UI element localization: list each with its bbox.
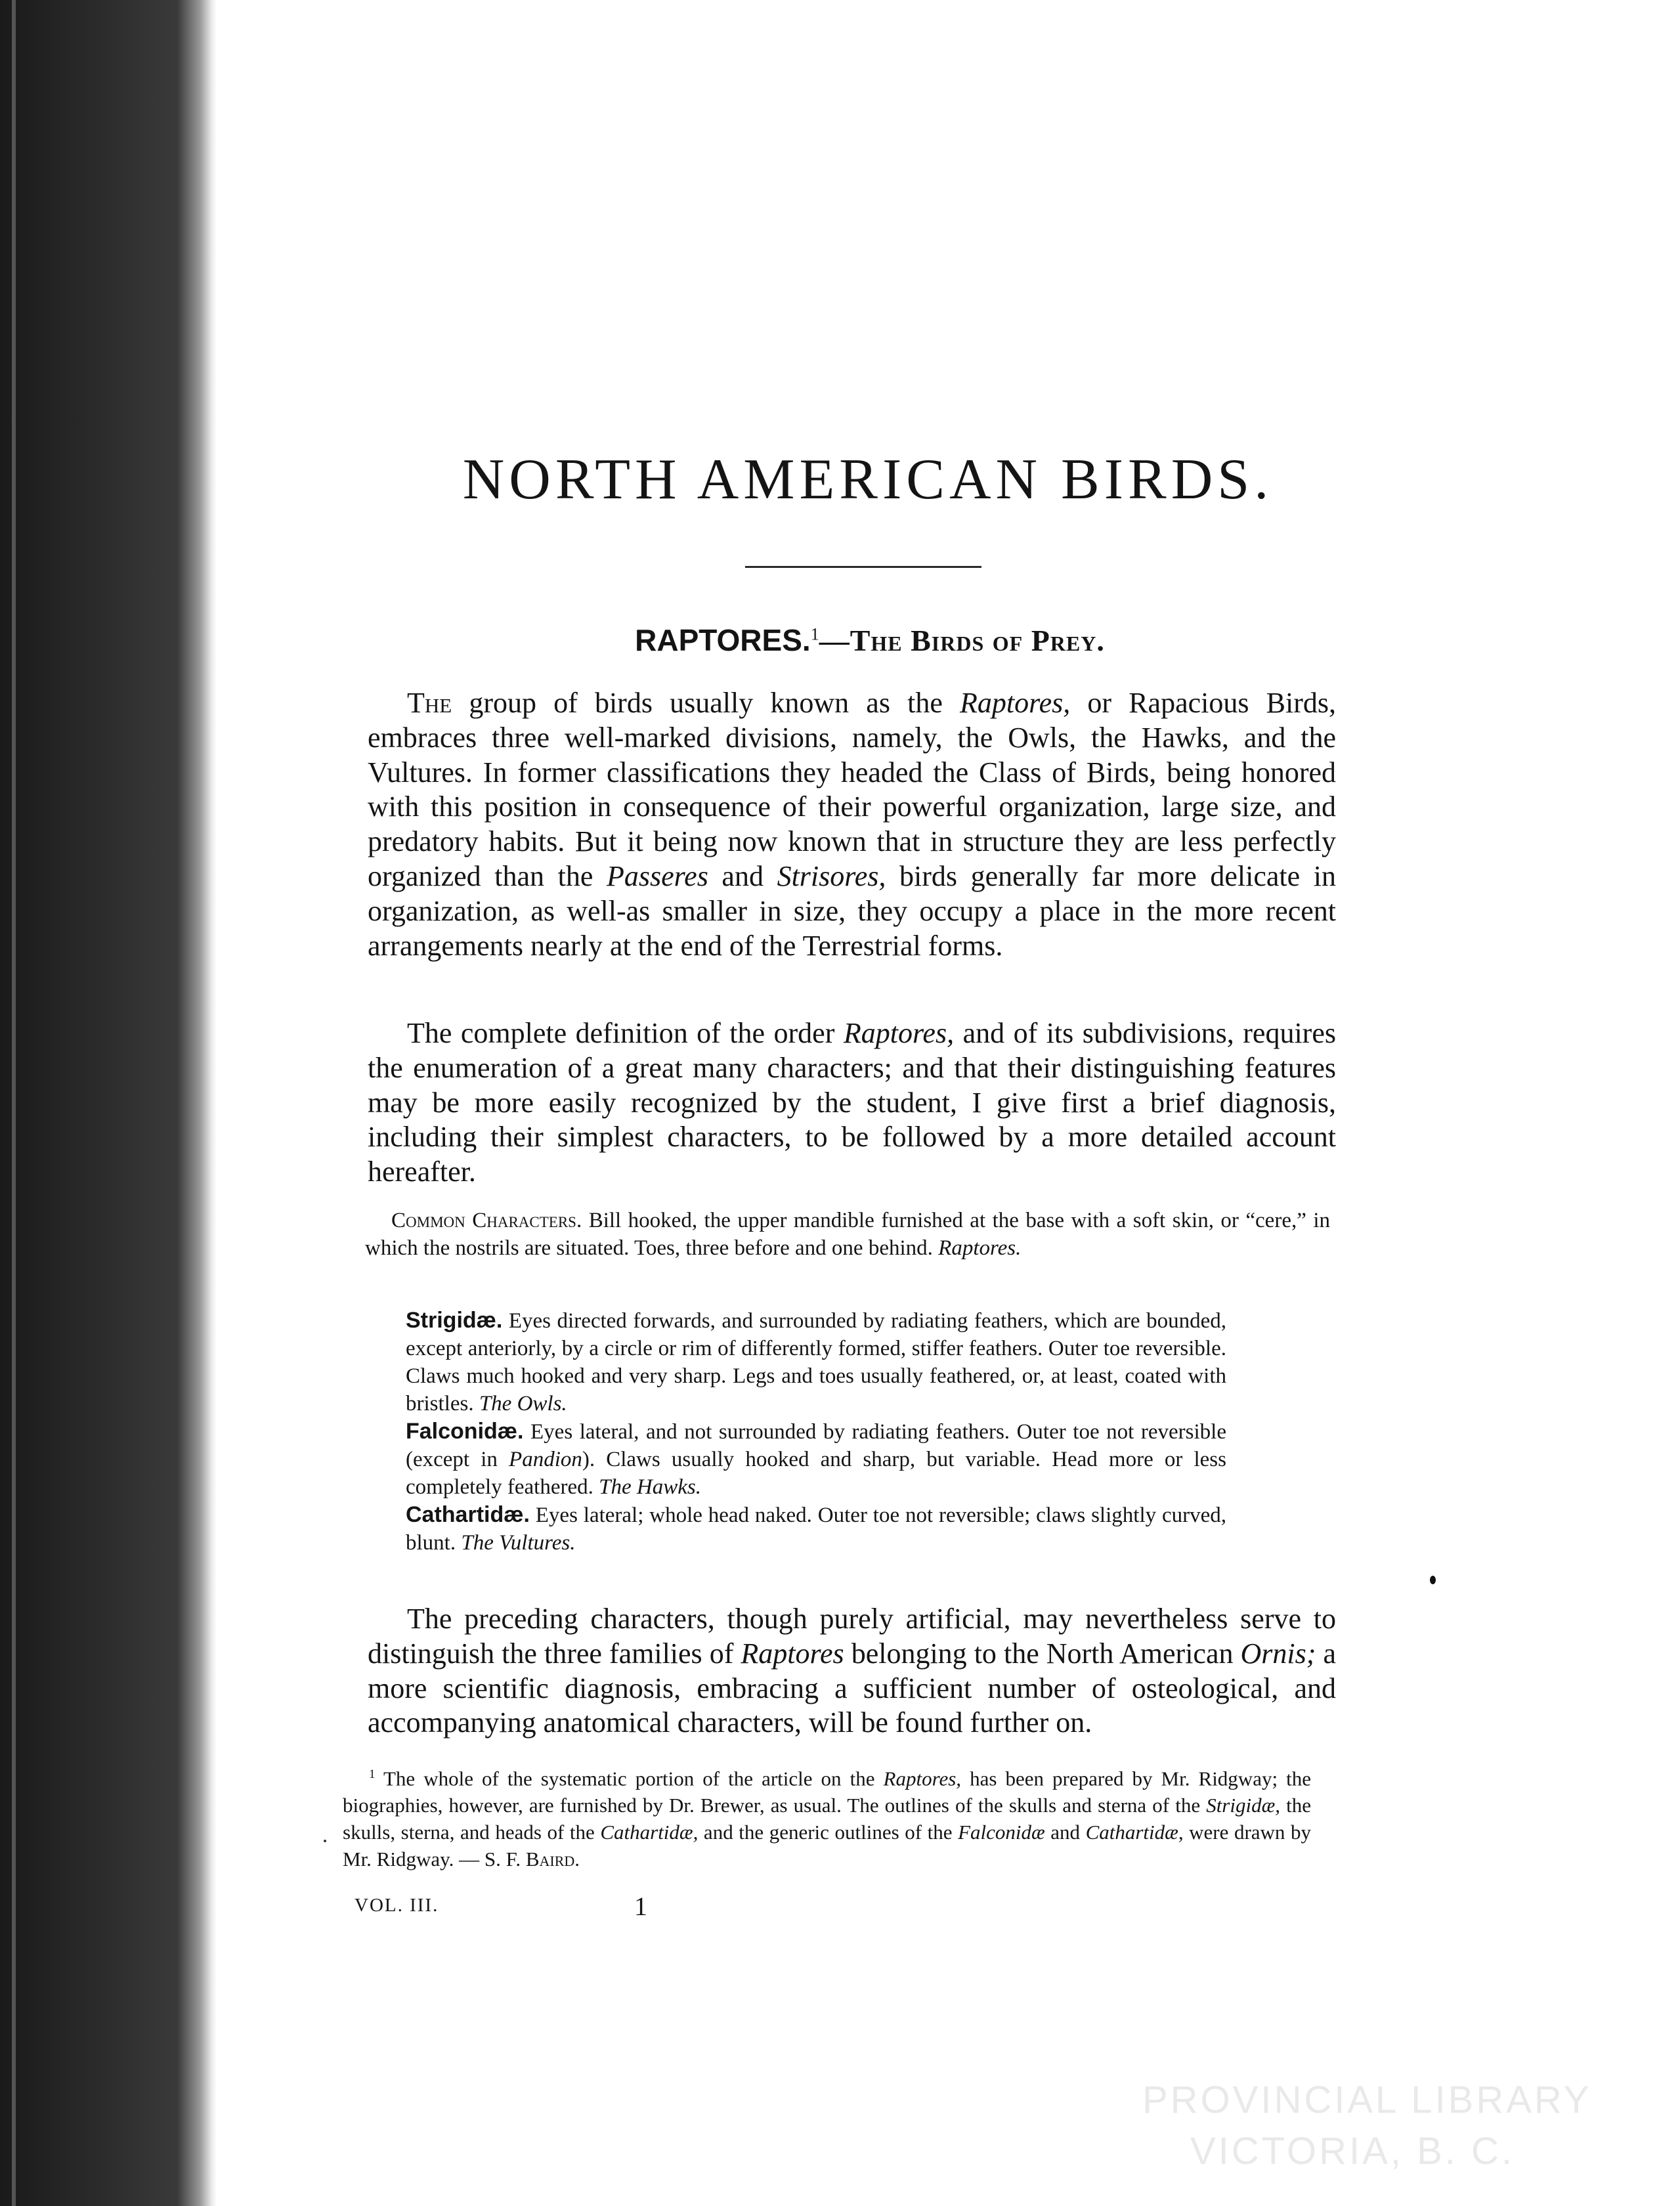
family-entry-falconidae [406, 1417, 1226, 1501]
page-number: 1 [634, 1892, 647, 1921]
family-entry-strigidae [406, 1307, 1226, 1417]
paragraph-text: The preceding characters, though purely artificial, may nevertheless serve to distinguish the three families of [368, 1603, 1336, 1670]
family-common-name: The Owls. [479, 1392, 567, 1416]
footnote-mark: 1 [369, 1767, 376, 1781]
footnote-italic: Strigidæ, [1206, 1794, 1281, 1817]
family-entry-cathartidae [406, 1501, 1226, 1557]
paragraph-text: The complete definition of the order [407, 1017, 844, 1049]
paragraph-text: birds generally far more delicate in organization, as well-as smaller in size, they occupy a place in the more recent arrangements nearly at the end of the Terrestrial forms. [368, 859, 1336, 962]
family-description: ). Claws usually hooked and sharp, but variable. Head more or less completely feathered. [406, 1448, 1226, 1499]
footnote-italic: Raptores, [883, 1767, 962, 1790]
footnote-text: has been prepared by Mr. Ridgway; the biographies, however, are furnished by Dr. Brewer, as usual. The outlines of the skulls and sterna of the [343, 1767, 1311, 1817]
paragraph-italic: Passeres [607, 859, 708, 892]
common-characters-paragraph [365, 1207, 1330, 1262]
family-name: Cathartidæ. [406, 1502, 530, 1527]
paragraph-lead-word: The [407, 687, 452, 719]
family-common-name: The Vultures. [461, 1531, 576, 1555]
paragraph-text: Bill hooked, the upper mandible furnished at the base with a soft skin, or “cere,” in which the nostrils are situated. Toes, three before and one behind. [365, 1209, 1330, 1260]
paragraph-text: and of its subdivisions, requires the enumeration of a great many characters; and that their distinguishing features may be more easily recognized by the student, I give first a brief diagnosis, including their simplest characters, to be followed by a more detailed account hereafter. [368, 1017, 1336, 1188]
family-genus: Pandion [509, 1448, 582, 1471]
paragraph-italic: Raptores. [938, 1236, 1022, 1260]
common-characters-label: Common Characters. [391, 1209, 582, 1232]
family-name: Falconidæ. [406, 1419, 524, 1444]
library-stamp-line: VICTORIA, B. C. [1190, 2130, 1515, 2173]
paragraph-text: or Rapacious Birds, embraces three well-marked divisions, namely, the Owls, the Hawks, and the Vultures. In former classifications they headed the Class of Birds, being honored with this position in consequence of their powerful organization, large size, and predatory habits. But it being now known that in structure they are less perfectly organized than the [368, 687, 1336, 892]
paragraph-text: a more scientific diagnosis, embracing a sufficient number of osteological, and accompanying anatomical characters, will be found further on. [368, 1637, 1337, 1739]
binding-edge-line [12, 0, 16, 2206]
section-heading-subtitle: —The Birds of Prey. [819, 624, 1105, 657]
family-description: Eyes lateral; whole head naked. Outer toe not reversible; claws slightly curved, blunt. [406, 1503, 1226, 1555]
title-divider [745, 566, 981, 568]
footnote-reference: 1 [810, 624, 819, 644]
footnote-text: The whole of the systematic portion of the article on the [375, 1767, 884, 1790]
paragraph-italic: Raptores, [843, 1017, 955, 1049]
footnote-text: and the generic outlines of the [698, 1821, 958, 1844]
paragraph-italic: Strisores, [777, 859, 886, 892]
ink-speck [1430, 1576, 1436, 1584]
closing-paragraph [368, 1602, 1336, 1741]
footnote-text: and [1045, 1821, 1086, 1844]
volume-signature: VOL. III. [355, 1895, 439, 1916]
family-common-name: The Hawks. [599, 1475, 701, 1499]
paragraph-italic: Ornis; [1240, 1637, 1316, 1670]
family-list [406, 1307, 1226, 1557]
page-title: NORTH AMERICAN BIRDS. [462, 448, 1274, 511]
family-description: Eyes lateral, and not surrounded by radiating feathers. Outer toe not reversible (except in [406, 1420, 1226, 1471]
footnote-text: were drawn by Mr. Ridgway. — S. F. [343, 1821, 1312, 1871]
footnote-italic: Cathartidæ, [600, 1821, 699, 1844]
paragraph-text: group of birds usually known as the [452, 687, 960, 719]
section-heading-name: RAPTORES. [635, 623, 811, 657]
footnote-italic: Cathartidæ, [1085, 1821, 1184, 1844]
section-heading [453, 622, 1287, 658]
footnote-italic: Falconidæ [958, 1821, 1045, 1844]
family-name: Strigidæ. [406, 1308, 503, 1333]
library-stamp-line: PROVINCIAL LIBRARY [1142, 2079, 1592, 2121]
book-binding-shadow [0, 0, 217, 2206]
definition-paragraph [368, 1016, 1336, 1190]
footnote-author: Baird. [525, 1848, 580, 1871]
paragraph-text: belonging to the North American [844, 1637, 1241, 1670]
paragraph-italic: Raptores, [960, 687, 1071, 719]
footnote [343, 1761, 1311, 1872]
library-stamp [1142, 2075, 1592, 2177]
footnote-text: the skulls, sterna, and heads of the [343, 1794, 1312, 1844]
paragraph-text: and [708, 859, 777, 892]
paragraph-italic: Raptores [741, 1637, 844, 1670]
ink-speck [324, 1840, 326, 1842]
family-description: Eyes directed forwards, and surrounded by radiating feathers, which are bounded, except anteriorly, by a circle or rim of differently formed, stiffer feathers. Outer toe reversible. Claws much hooked and very sharp. Legs and toes usually feathered, or, at least, coated with bristles. [406, 1309, 1226, 1416]
intro-paragraph [368, 686, 1336, 963]
